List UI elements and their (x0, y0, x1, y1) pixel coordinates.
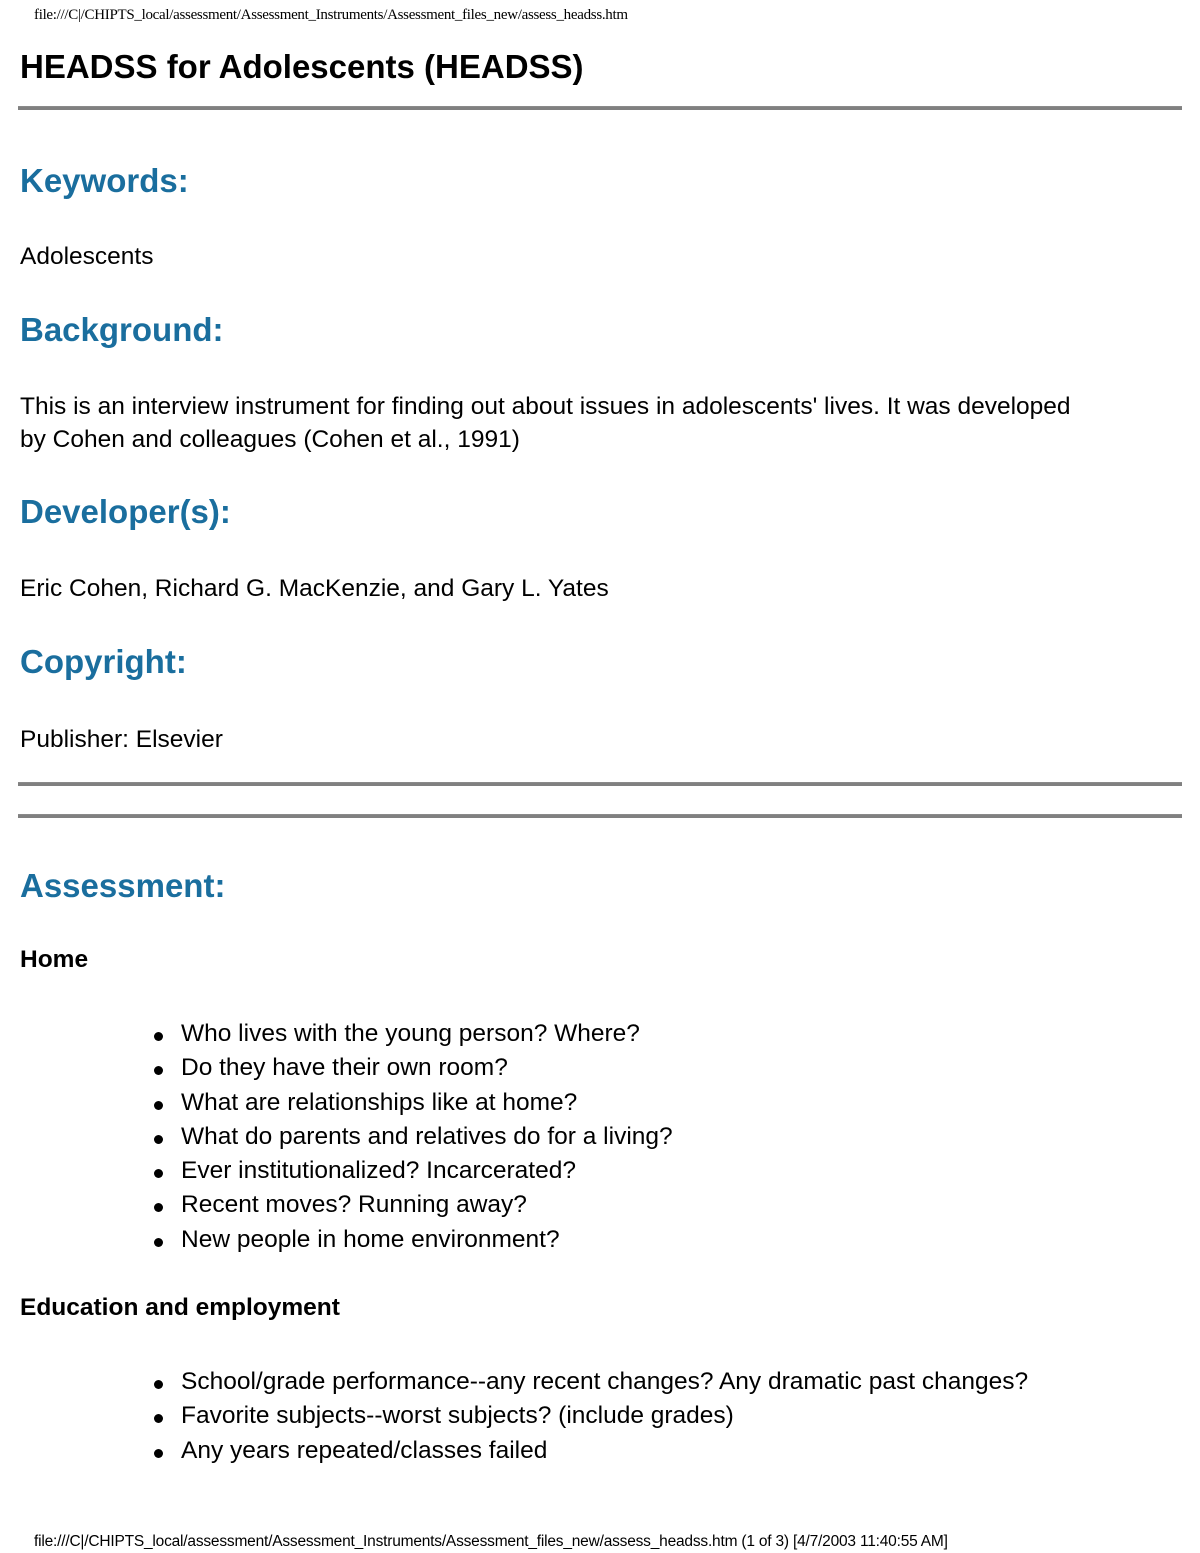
list-item (150, 1120, 673, 1154)
bullet-icon (154, 1380, 163, 1389)
print-header-url: file:///C|/CHIPTS_local/assessment/Assessment_Instruments/Assessment_files_new/assess_headss.htm (34, 7, 628, 23)
list-item-text: What are relationships like at home? (181, 1088, 578, 1116)
copyright-heading: Copyright: (20, 643, 187, 680)
list-item-text: Favorite subjects--worst subjects? (include grades) (181, 1402, 734, 1430)
list-item (150, 1017, 673, 1051)
list-item (150, 1154, 673, 1188)
horizontal-rule (18, 782, 1182, 786)
bullet-icon (154, 1203, 163, 1212)
list-item-text: Ever institutionalized? Incarcerated? (181, 1157, 576, 1185)
list-item (150, 1434, 1028, 1468)
list-item (150, 1223, 673, 1257)
developers-heading: Developer(s): (20, 493, 231, 530)
page-title: HEADSS for Adolescents (HEADSS) (20, 48, 584, 85)
home-question-list (150, 1017, 673, 1257)
bullet-icon (154, 1032, 163, 1041)
list-item-text: What do parents and relatives do for a living? (181, 1122, 673, 1150)
section-title-home: Home (20, 946, 89, 973)
list-item-text: Who lives with the young person? Where? (181, 1020, 640, 1047)
copyright-text: Publisher: Elsevier (20, 726, 223, 753)
bullet-icon (154, 1101, 163, 1110)
bullet-icon (154, 1066, 163, 1075)
bullet-icon (154, 1238, 163, 1247)
list-item (150, 1086, 673, 1120)
bullet-icon (154, 1449, 163, 1458)
list-item-text: School/grade performance--any recent changes? Any dramatic past changes? (181, 1368, 1029, 1395)
bullet-icon (154, 1135, 163, 1144)
list-item-text: Any years repeated/classes failed (181, 1436, 548, 1464)
education-question-list (150, 1365, 1028, 1468)
developers-text: Eric Cohen, Richard G. MacKenzie, and Gary L. Yates (20, 575, 609, 602)
horizontal-rule (18, 814, 1182, 818)
background-text: This is an interview instrument for finding out about issues in adolescents' lives. It was developed by Cohen and colleagues (Cohen et al., 1991) (20, 393, 1071, 453)
list-item (150, 1188, 673, 1222)
keywords-text: Adolescents (20, 243, 154, 270)
bullet-icon (154, 1414, 163, 1423)
bullet-icon (154, 1169, 163, 1178)
list-item-text: Do they have their own room? (181, 1054, 508, 1082)
list-item-text: Recent moves? Running away? (181, 1191, 527, 1219)
list-item (150, 1051, 673, 1085)
horizontal-rule (18, 106, 1182, 110)
list-item (150, 1365, 1028, 1399)
keywords-heading: Keywords: (20, 162, 189, 199)
list-item-text: New people in home environment? (181, 1225, 560, 1253)
list-item (150, 1399, 1028, 1433)
print-footer: file:///C|/CHIPTS_local/assessment/Assessment_Instruments/Assessment_files_new/assess_headss.htm (1 of 3) [4/7/2003 11:40:55 AM] (34, 1533, 948, 1550)
background-heading: Background: (20, 311, 224, 348)
assessment-heading: Assessment: (20, 867, 226, 904)
section-title-education: Education and employment (20, 1294, 340, 1321)
